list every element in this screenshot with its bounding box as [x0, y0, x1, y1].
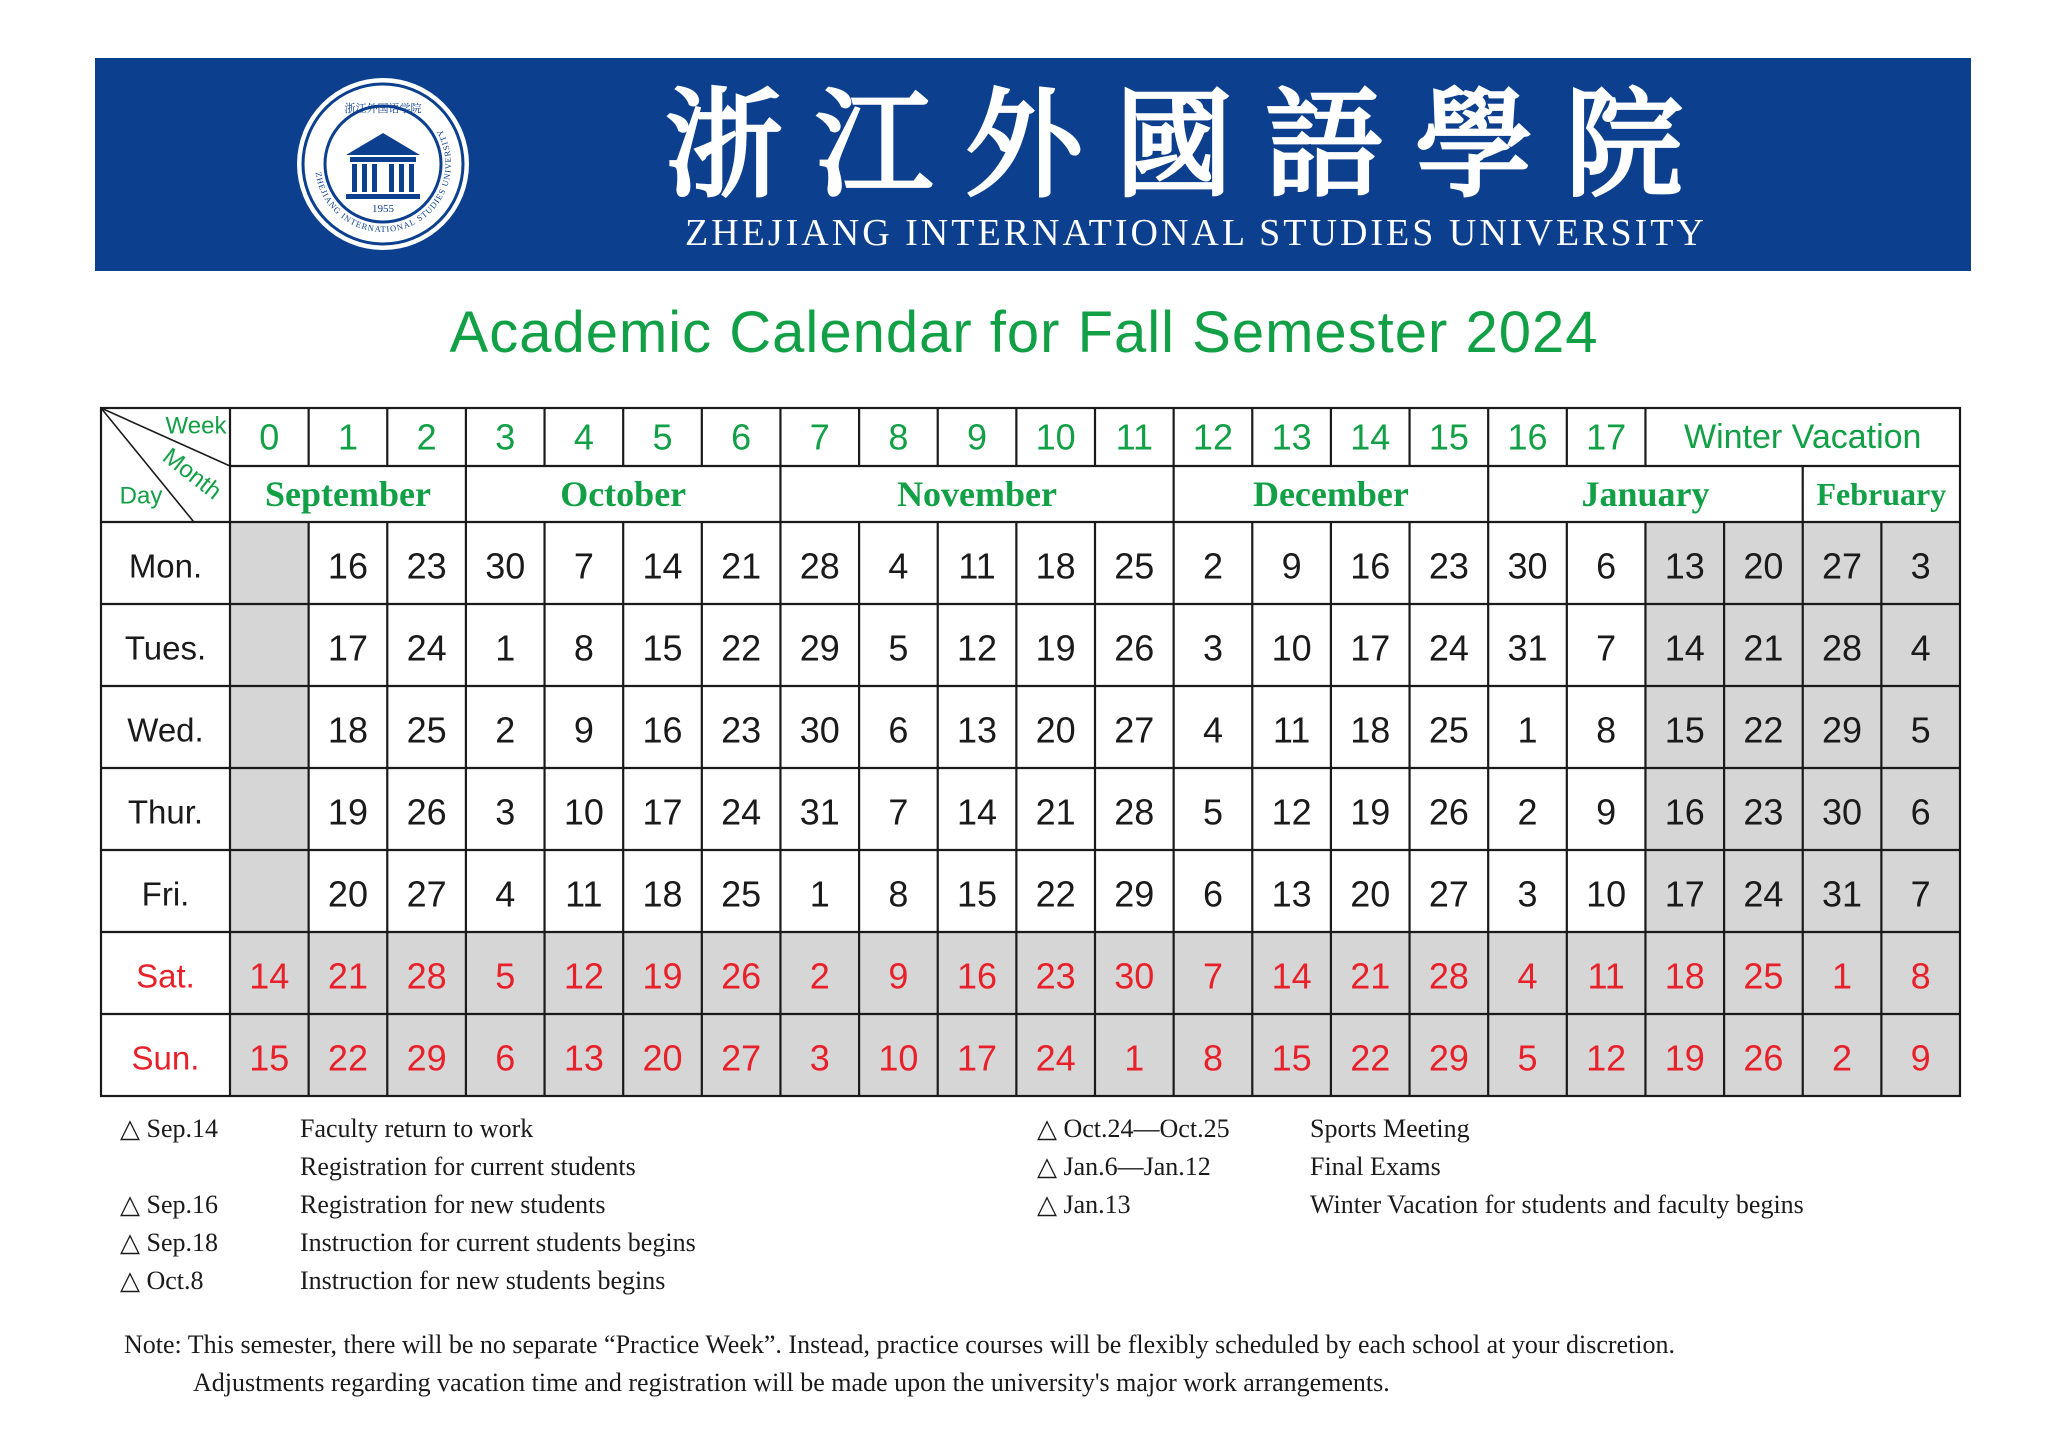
date-cell: 3: [809, 1037, 830, 1079]
event-date: △ Jan.6—Jan.12: [1037, 1152, 1211, 1181]
date-cell: 15: [642, 627, 683, 669]
date-cell: 11: [958, 545, 996, 587]
date-cell: 6: [888, 709, 909, 751]
date-cell: 23: [1428, 545, 1469, 587]
date-cell: 16: [642, 709, 683, 751]
week-number: 0: [259, 416, 280, 458]
month-name: September: [264, 474, 431, 514]
date-cell: 23: [721, 709, 762, 751]
week-number: 13: [1271, 416, 1312, 458]
event-description: Instruction for current students begins: [300, 1228, 696, 1257]
date-cell: 24: [406, 627, 447, 669]
month-name: January: [1581, 474, 1710, 514]
date-cell: 22: [1035, 873, 1076, 915]
date-cell: 4: [1910, 627, 1931, 669]
event-description: Registration for current students: [300, 1152, 636, 1181]
date-cell: 18: [1350, 709, 1391, 751]
day-label: Thur.: [127, 793, 204, 831]
date-cell: 31: [799, 791, 840, 833]
date-cell: 1: [1124, 1037, 1145, 1079]
day-label: Tues.: [124, 629, 207, 667]
week0-shade: [230, 686, 309, 768]
date-cell: 25: [1743, 955, 1784, 997]
date-cell: 17: [327, 627, 368, 669]
date-cell: 23: [1743, 791, 1784, 833]
date-cell: 30: [1114, 955, 1155, 997]
date-cell: 12: [957, 627, 998, 669]
date-cell: 15: [957, 873, 998, 915]
date-cell: 1: [809, 873, 830, 915]
week-number: 8: [888, 416, 909, 458]
date-cell: 2: [1202, 545, 1223, 587]
date-cell: 26: [1428, 791, 1469, 833]
events-right: [1037, 1114, 1937, 1234]
date-cell: 20: [1035, 709, 1076, 751]
event-row: [1037, 1152, 1937, 1188]
date-cell: 28: [1114, 791, 1155, 833]
date-cell: 1: [495, 627, 516, 669]
date-cell: 1: [1832, 955, 1853, 997]
date-cell: 5: [888, 627, 909, 669]
date-cell: 20: [1743, 545, 1784, 587]
date-cell: 8: [1596, 709, 1617, 751]
date-cell: 6: [495, 1037, 516, 1079]
day-label: Fri.: [141, 875, 190, 913]
event-description: Winter Vacation for students and faculty begins: [1310, 1190, 1804, 1219]
event-date: △ Oct.8: [120, 1266, 204, 1295]
event-row: [120, 1228, 820, 1264]
date-cell: 14: [642, 545, 683, 587]
date-cell: 3: [1517, 873, 1538, 915]
date-cell: 4: [1202, 709, 1223, 751]
event-date: △ Sep.14: [120, 1114, 218, 1143]
date-cell: 18: [327, 709, 368, 751]
date-cell: 30: [1507, 545, 1548, 587]
date-cell: 4: [495, 873, 516, 915]
date-cell: 8: [1910, 955, 1931, 997]
date-cell: 16: [327, 545, 368, 587]
date-cell: 9: [1910, 1037, 1931, 1079]
date-cell: 2: [1517, 791, 1538, 833]
event-row: [120, 1266, 820, 1302]
week0-shade: [230, 768, 309, 850]
event-date: △ Jan.13: [1037, 1190, 1131, 1219]
week-number: 15: [1428, 416, 1469, 458]
date-cell: 16: [957, 955, 998, 997]
seal-top-text: 浙江外国语学院: [344, 102, 422, 115]
page-title: Academic Calendar for Fall Semester 2024: [449, 300, 1599, 365]
university-name-chinese: 浙江外國語學院: [665, 75, 1716, 214]
seal-ring-text: ZHEJIANG INTERNATIONAL STUDIES UNIVERSITY: [313, 127, 454, 235]
week-number: 5: [652, 416, 673, 458]
date-cell: 8: [573, 627, 594, 669]
date-cell: 24: [1743, 873, 1784, 915]
week-number: 11: [1115, 416, 1154, 458]
date-cell: 23: [1035, 955, 1076, 997]
week-number: 4: [573, 416, 594, 458]
date-cell: 29: [799, 627, 840, 669]
date-cell: 28: [799, 545, 840, 587]
date-cell: 26: [406, 791, 447, 833]
month-name: October: [560, 474, 687, 514]
date-cell: 13: [1664, 545, 1705, 587]
date-cell: 24: [721, 791, 762, 833]
date-cell: 21: [327, 955, 368, 997]
date-cell: 30: [485, 545, 526, 587]
date-cell: 22: [1350, 1037, 1391, 1079]
week-number: 16: [1507, 416, 1548, 458]
event-row: [120, 1114, 820, 1150]
date-cell: 7: [888, 791, 909, 833]
date-cell: 31: [1822, 873, 1863, 915]
date-cell: 9: [573, 709, 594, 751]
date-cell: 24: [1035, 1037, 1076, 1079]
date-cell: 11: [565, 873, 603, 915]
week-number: 7: [809, 416, 830, 458]
event-row: [1037, 1114, 1937, 1150]
date-cell: 15: [1664, 709, 1705, 751]
event-date: △ Oct.24—Oct.25: [1037, 1114, 1230, 1143]
date-cell: 8: [888, 873, 909, 915]
event-row: [120, 1190, 820, 1226]
events-left: [120, 1114, 820, 1304]
corner-day-label: Day: [119, 482, 163, 510]
date-cell: 30: [799, 709, 840, 751]
date-cell: 10: [1271, 627, 1312, 669]
week-number: 3: [495, 416, 516, 458]
week-number: 6: [731, 416, 752, 458]
week-number: 10: [1035, 416, 1076, 458]
event-description: Sports Meeting: [1310, 1114, 1470, 1143]
date-cell: 27: [1822, 545, 1863, 587]
date-cell: 14: [957, 791, 998, 833]
date-cell: 30: [1822, 791, 1863, 833]
date-cell: 22: [721, 627, 762, 669]
date-cell: 8: [1202, 1037, 1223, 1079]
date-cell: 21: [721, 545, 762, 587]
date-cell: 7: [1596, 627, 1617, 669]
date-cell: 18: [642, 873, 683, 915]
date-cell: 11: [1587, 955, 1625, 997]
date-cell: 13: [1271, 873, 1312, 915]
month-name: December: [1252, 474, 1409, 514]
date-cell: 19: [1035, 627, 1076, 669]
date-cell: 29: [406, 1037, 447, 1079]
date-cell: 29: [1428, 1037, 1469, 1079]
date-cell: 5: [1910, 709, 1931, 751]
date-cell: 19: [1350, 791, 1391, 833]
seal-year: 1955: [372, 203, 394, 215]
week-number: 14: [1350, 416, 1391, 458]
date-cell: 4: [888, 545, 909, 587]
date-cell: 31: [1507, 627, 1548, 669]
event-row: [1037, 1190, 1937, 1226]
day-label: Sun.: [131, 1039, 200, 1077]
date-cell: 28: [1428, 955, 1469, 997]
date-cell: 6: [1910, 791, 1931, 833]
date-cell: 25: [1428, 709, 1469, 751]
event-description: Faculty return to work: [300, 1114, 534, 1143]
day-label: Mon.: [128, 547, 203, 585]
date-cell: 27: [1114, 709, 1155, 751]
date-cell: 10: [878, 1037, 919, 1079]
month-name: February: [1816, 476, 1947, 512]
date-cell: 6: [1202, 873, 1223, 915]
date-cell: 26: [721, 955, 762, 997]
date-cell: 17: [1350, 627, 1391, 669]
date-cell: 16: [1664, 791, 1705, 833]
date-cell: 7: [573, 545, 594, 587]
date-cell: 4: [1517, 955, 1538, 997]
date-cell: 2: [809, 955, 830, 997]
date-cell: 18: [1035, 545, 1076, 587]
date-cell: 13: [957, 709, 998, 751]
date-cell: 19: [1664, 1037, 1705, 1079]
week-number: 17: [1586, 416, 1627, 458]
event-description: Final Exams: [1310, 1152, 1441, 1181]
date-cell: 26: [1114, 627, 1155, 669]
date-cell: 5: [1202, 791, 1223, 833]
date-cell: 22: [1743, 709, 1784, 751]
date-cell: 17: [1664, 873, 1705, 915]
date-cell: 12: [1586, 1037, 1627, 1079]
corner-week-label: Week: [165, 412, 227, 440]
date-cell: 24: [1428, 627, 1469, 669]
week-number: 1: [337, 416, 358, 458]
date-cell: 20: [1350, 873, 1391, 915]
date-cell: 19: [327, 791, 368, 833]
date-cell: 27: [406, 873, 447, 915]
winter-vacation-label: Winter Vacation: [1683, 418, 1922, 456]
note-line-2: Adjustments regarding vacation time and registration will be made upon the university's major work arrangements.: [193, 1368, 1390, 1397]
date-cell: 14: [1271, 955, 1312, 997]
date-cell: 9: [1596, 791, 1617, 833]
date-cell: 21: [1035, 791, 1076, 833]
week-number: 12: [1192, 416, 1233, 458]
date-cell: 15: [249, 1037, 290, 1079]
date-cell: 20: [642, 1037, 683, 1079]
date-cell: 29: [1114, 873, 1155, 915]
date-cell: 3: [1202, 627, 1223, 669]
date-cell: 11: [1272, 709, 1311, 751]
date-cell: 17: [957, 1037, 998, 1079]
week-number: 9: [967, 416, 988, 458]
date-cell: 7: [1910, 873, 1931, 915]
date-cell: 14: [249, 955, 290, 997]
date-cell: 25: [1114, 545, 1155, 587]
date-cell: 10: [1586, 873, 1627, 915]
event-date: △ Sep.18: [120, 1228, 218, 1257]
date-cell: 21: [1743, 627, 1784, 669]
day-label: Wed.: [127, 711, 204, 749]
date-cell: 23: [406, 545, 447, 587]
date-cell: 15: [1271, 1037, 1312, 1079]
week0-shade: [230, 604, 309, 686]
week0-shade: [230, 522, 309, 604]
date-cell: 27: [721, 1037, 762, 1079]
date-cell: 25: [406, 709, 447, 751]
event-description: Instruction for new students begins: [300, 1266, 666, 1295]
date-cell: 17: [642, 791, 683, 833]
date-cell: 28: [1822, 627, 1863, 669]
event-date: △ Sep.16: [120, 1190, 218, 1219]
date-cell: 5: [1517, 1037, 1538, 1079]
month-name: November: [897, 474, 1058, 514]
university-name-english: ZHEJIANG INTERNATIONAL STUDIES UNIVERSITY: [685, 212, 1707, 254]
date-cell: 16: [1350, 545, 1391, 587]
event-description: Registration for new students: [300, 1190, 606, 1219]
date-cell: 10: [563, 791, 604, 833]
date-cell: 20: [327, 873, 368, 915]
date-cell: 27: [1428, 873, 1469, 915]
date-cell: 6: [1596, 545, 1617, 587]
date-cell: 22: [327, 1037, 368, 1079]
date-cell: 5: [495, 955, 516, 997]
date-cell: 21: [1350, 955, 1391, 997]
date-cell: 19: [642, 955, 683, 997]
date-cell: 2: [495, 709, 516, 751]
event-row: [120, 1152, 820, 1188]
date-cell: 29: [1822, 709, 1863, 751]
week-number: 2: [416, 416, 437, 458]
date-cell: 12: [1271, 791, 1312, 833]
date-cell: 9: [1281, 545, 1302, 587]
date-cell: 25: [721, 873, 762, 915]
date-cell: 3: [495, 791, 516, 833]
date-cell: 9: [888, 955, 909, 997]
week0-shade: [230, 850, 309, 932]
date-cell: 26: [1743, 1037, 1784, 1079]
day-label: Sat.: [136, 957, 195, 995]
corner-month-label: Month: [157, 442, 227, 506]
date-cell: 18: [1664, 955, 1705, 997]
date-cell: 28: [406, 955, 447, 997]
date-cell: 14: [1664, 627, 1705, 669]
date-cell: 1: [1517, 709, 1538, 751]
date-cell: 3: [1910, 545, 1931, 587]
date-cell: 2: [1832, 1037, 1853, 1079]
note-line-1: Note: This semester, there will be no separate “Practice Week”. Instead, practice courses will be flexibly scheduled by each school at your discretion.: [124, 1330, 1676, 1359]
date-cell: 12: [563, 955, 604, 997]
date-cell: 7: [1202, 955, 1223, 997]
date-cell: 13: [563, 1037, 604, 1079]
